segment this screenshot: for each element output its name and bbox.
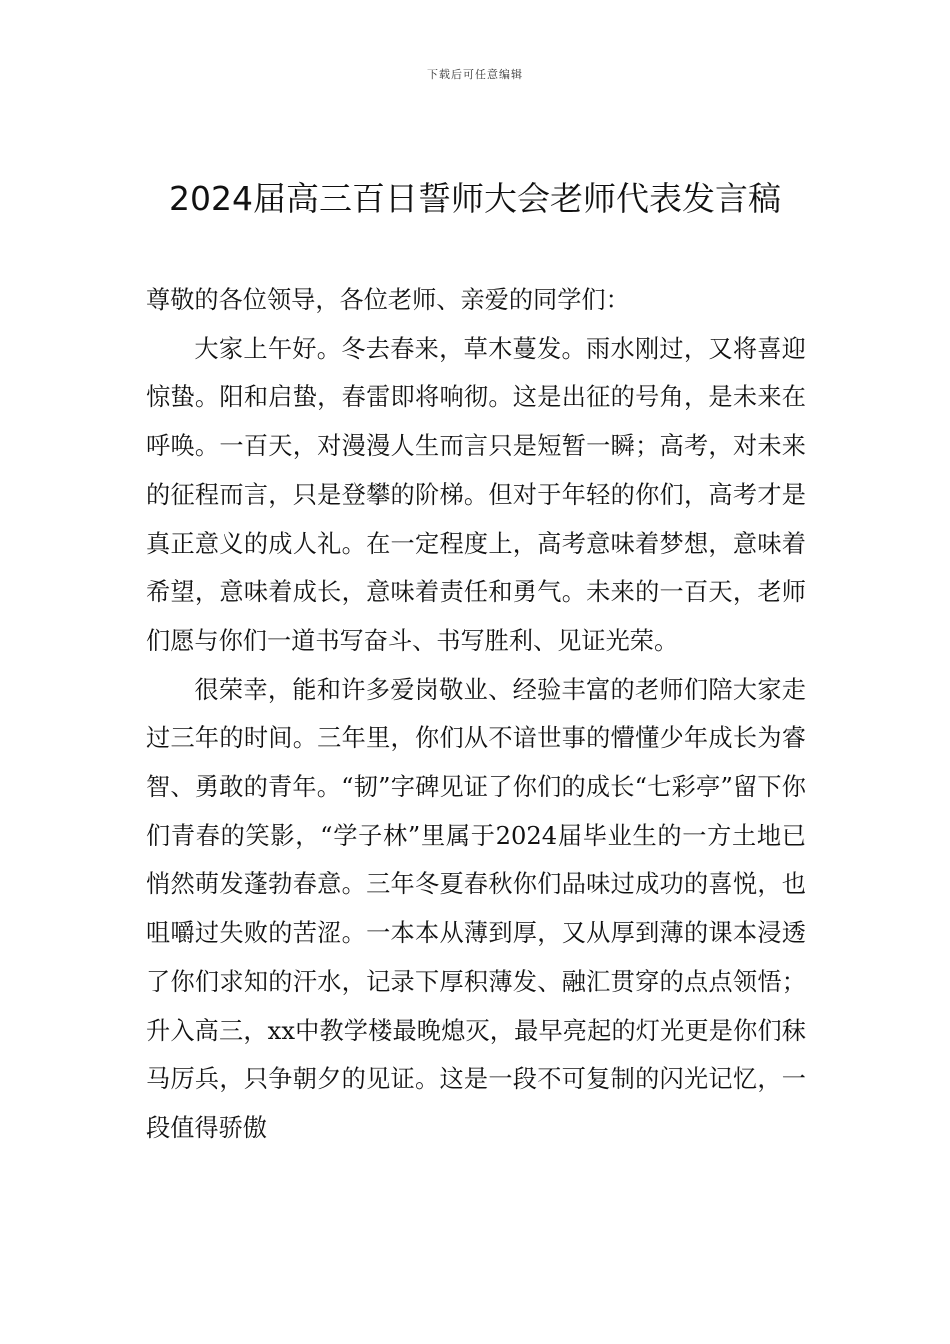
header-note: 下载后可任意编辑 <box>427 68 523 81</box>
paragraph-1: 大家上午好。冬去春来，草木蔓发。雨水刚过，又将喜迎惊蛰。阳和启蛰，春雷即将响彻。这是出征的号角，是未来在呼唤。一百天，对漫漫人生而言只是短暂一瞬；高考，对未来的征程而言，只是登攀的阶梯。但对于年轻的你们，高考才是真正意义的成人礼。在一定程度上，高考意味着梦想，意味着希望，意味着成长，意味着责任和勇气。未来的一百天，老师们愿与你们一道书写奋斗、书写胜利、见证光荣。 <box>146 334 806 655</box>
document-body <box>146 276 806 1153</box>
document-title: 2024届高三百日誓师大会老师代表发言稿 <box>169 179 781 218</box>
salutation: 尊敬的各位领导，各位老师、亲爱的同学们： <box>146 286 630 314</box>
paragraph-2: 很荣幸，能和许多爱岗敬业、经验丰富的老师们陪大家走过三年的时间。三年里，你们从不谙世事的懵懂少年成长为睿智、勇敢的青年。“韧”字碑见证了你们的成长“七彩亭”留下你们青春的笑影，“学子林”里属于2024届毕业生的一方土地已悄然萌发蓬勃春意。三年冬夏春秋你们品味过成功的喜悦，也咀嚼过失败的苦涩。一本本从薄到厚，又从厚到薄的课本浸透了你们求知的汗水，记录下厚积薄发、融汇贯穿的点点领悟；升入高三，xx中教学楼最晚熄灭，最早亮起的灯光更是你们秣马厉兵，只争朝夕的见证。这是一段不可复制的闪光记忆，一段值得骄傲 <box>146 675 806 1142</box>
